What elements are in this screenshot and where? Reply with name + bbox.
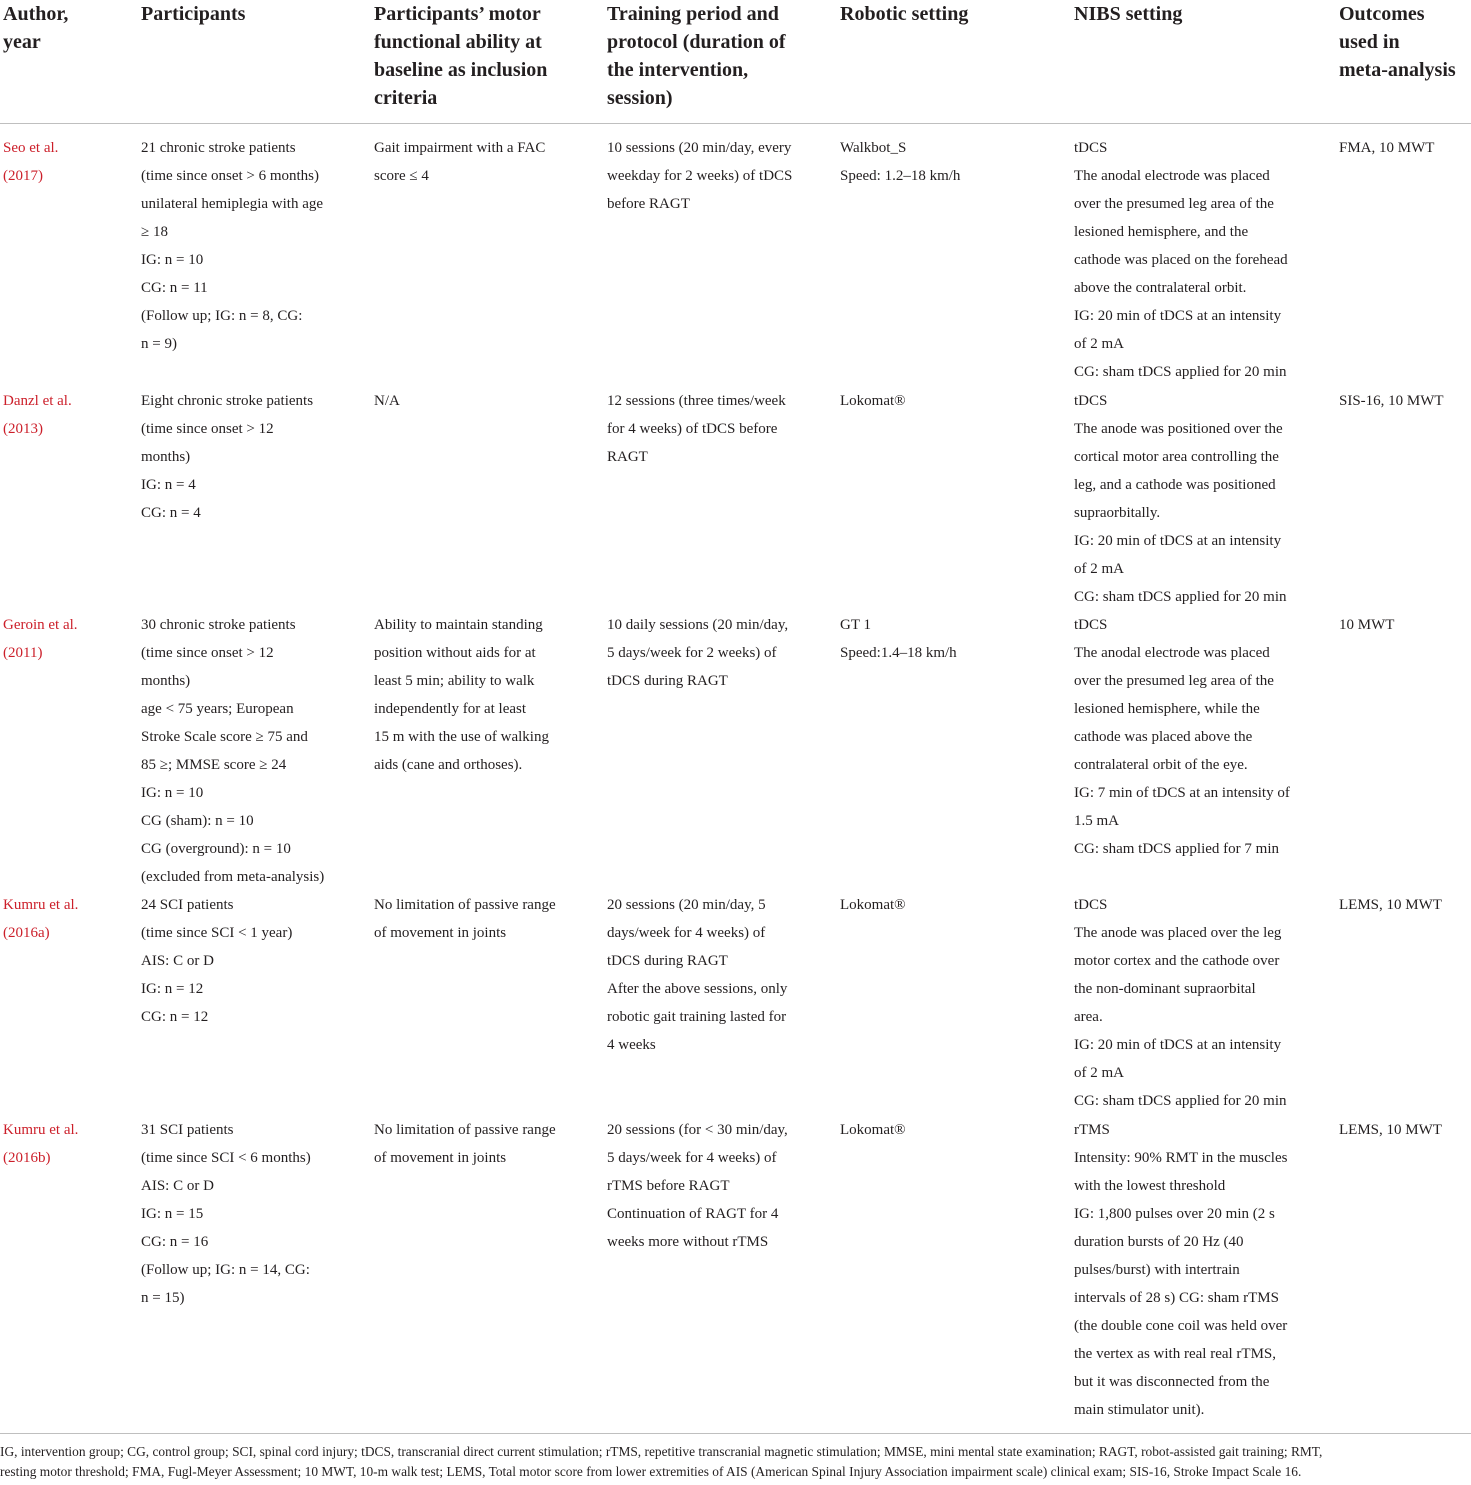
cell-line: independently for at least [374, 701, 527, 717]
cell-line: Intensity: 90% RMT in the muscles [1074, 1150, 1288, 1166]
cell-line: Stroke Scale score ≥ 75 and [141, 729, 308, 745]
cell-line: of 2 mA [1074, 561, 1124, 577]
cell-line: FMA, 10 MWT [1339, 140, 1435, 156]
cell-line: age < 75 years; European [141, 701, 294, 717]
training-cell [607, 1116, 788, 1256]
cell-line: Eight chronic stroke patients [141, 393, 314, 409]
cell-line: (time since SCI < 1 year) [141, 925, 293, 941]
ability-cell [374, 134, 545, 190]
cell-line: IG: n = 4 [141, 477, 196, 493]
cell-line: LEMS, 10 MWT [1339, 1122, 1442, 1138]
outcomes-cell [1339, 387, 1444, 415]
table-header [0, 0, 1471, 124]
header-line: Training period and [607, 3, 779, 25]
cell-line: SIS-16, 10 MWT [1339, 393, 1444, 409]
cell-line: n = 15) [141, 1290, 185, 1306]
cell-line: tDCS [1074, 393, 1108, 409]
robotic-cell [840, 1116, 906, 1144]
cell-line: 21 chronic stroke patients [141, 140, 296, 156]
cell-line: CG: n = 4 [141, 505, 201, 521]
cell-line: cortical motor area controlling the [1074, 449, 1279, 465]
cell-line: 10 MWT [1339, 617, 1395, 633]
cell-line: weeks more without rTMS [607, 1234, 769, 1250]
cell-line: tDCS [1074, 897, 1108, 913]
cell-line: (the double cone coil was held over [1074, 1318, 1288, 1334]
cell-line: N/A [374, 393, 400, 409]
cell-line: intervals of 28 s) CG: sham rTMS [1074, 1290, 1279, 1306]
citation-link[interactable]: (2011) [3, 645, 43, 661]
cell-line: After the above sessions, only [607, 981, 788, 997]
cell-line: RAGT [607, 449, 648, 465]
cell-line: 24 SCI patients [141, 897, 234, 913]
cell-line: supraorbitally. [1074, 505, 1161, 521]
author-cell[interactable] [3, 134, 58, 190]
participants-cell [141, 611, 324, 891]
cell-line: AIS: C or D [141, 953, 214, 969]
cell-line: 5 days/week for 4 weeks) of [607, 1150, 777, 1166]
cell-line: Continuation of RAGT for 4 [607, 1206, 779, 1222]
cell-line: position without aids for at [374, 645, 536, 661]
cell-line: ≥ 18 [141, 224, 168, 240]
cell-line: tDCS [1074, 140, 1108, 156]
header-line: criteria [374, 87, 438, 109]
nibs-cell [1074, 134, 1288, 386]
cell-line: (Follow up; IG: n = 8, CG: [141, 308, 303, 324]
cell-line: (Follow up; IG: n = 14, CG: [141, 1262, 310, 1278]
cell-line: 10 sessions (20 min/day, every [607, 140, 792, 156]
citation-link[interactable]: (2016b) [3, 1150, 51, 1166]
cell-line: of 2 mA [1074, 1065, 1124, 1081]
cell-line: aids (cane and orthoses). [374, 757, 523, 773]
cell-line: LEMS, 10 MWT [1339, 897, 1442, 913]
cell-line: GT 1 [840, 617, 871, 633]
header-line: protocol (duration of [607, 31, 786, 53]
header-training-protocol [607, 0, 786, 112]
citation-link[interactable]: Kumru et al. [3, 1122, 79, 1138]
participants-cell [141, 134, 323, 358]
cell-line: IG: 20 min of tDCS at an intensity [1074, 1037, 1282, 1053]
cell-line: IG: 1,800 pulses over 20 min (2 s [1074, 1206, 1275, 1222]
cell-line: IG: n = 12 [141, 981, 204, 997]
participants-cell [141, 1116, 311, 1312]
header-line: used in [1339, 31, 1400, 53]
robotic-cell [840, 611, 957, 667]
footnote-line: resting motor threshold; FMA, Fugl-Meyer Assessment; 10 MWT, 10-m walk test; LEMS, Total motor score from lower extremities of AIS (American Spinal Injury Association impairment scale) clinical exam; SIS-16, Stroke Impact Scale 16. [0, 1464, 1302, 1479]
participants-cell [141, 387, 313, 527]
nibs-cell [1074, 611, 1290, 863]
cell-line: days/week for 4 weeks) of [607, 925, 766, 941]
cell-line: Walkbot_S [840, 140, 907, 156]
cell-line: IG: n = 15 [141, 1206, 204, 1222]
cell-line: (time since onset > 12 [141, 421, 274, 437]
cell-line: above the contralateral orbit. [1074, 280, 1247, 296]
robotic-cell [840, 134, 960, 190]
cell-line: rTMS before RAGT [607, 1178, 730, 1194]
cell-line: leg, and a cathode was positioned [1074, 477, 1276, 493]
cell-line: No limitation of passive range [374, 897, 556, 913]
header-robotic-setting [840, 0, 968, 28]
header-line: functional ability at [374, 31, 542, 53]
ability-cell [374, 387, 400, 415]
author-cell[interactable] [3, 611, 78, 667]
cell-line: for 4 weeks) of tDCS before [607, 421, 778, 437]
cell-line: CG: n = 16 [141, 1234, 209, 1250]
citation-link[interactable]: Geroin et al. [3, 617, 78, 633]
cell-line: tDCS during RAGT [607, 673, 728, 689]
cell-line: Ability to maintain standing [374, 617, 543, 633]
header-line: Participants [141, 3, 246, 25]
cell-line: No limitation of passive range [374, 1122, 556, 1138]
cell-line: pulses/burst) with intertrain [1074, 1262, 1240, 1278]
cell-line: months) [141, 673, 191, 689]
training-cell [607, 387, 786, 471]
cell-line: but it was disconnected from the [1074, 1374, 1270, 1390]
cell-line: AIS: C or D [141, 1178, 214, 1194]
cell-line: 4 weeks [607, 1037, 656, 1053]
cell-line: over the presumed leg area of the [1074, 196, 1274, 212]
outcomes-cell [1339, 134, 1434, 162]
header-author-year [3, 0, 68, 56]
cell-line: motor cortex and the cathode over [1074, 953, 1280, 969]
cell-line: 5 days/week for 2 weeks) of [607, 645, 777, 661]
cell-line: Lokomat® [840, 1122, 906, 1138]
citation-link[interactable]: (2017) [3, 168, 43, 184]
ability-cell [374, 1116, 556, 1172]
cell-line: 10 daily sessions (20 min/day, [607, 617, 789, 633]
cell-line: cathode was placed on the forehead [1074, 252, 1288, 268]
outcomes-cell [1339, 611, 1394, 639]
cell-line: main stimulator unit). [1074, 1402, 1205, 1418]
cell-line: n = 9) [141, 336, 177, 352]
header-line: year [3, 31, 41, 53]
cell-line: IG: 7 min of tDCS at an intensity of [1074, 785, 1290, 801]
participants-cell [141, 891, 292, 1031]
training-cell [607, 134, 792, 218]
cell-line: area. [1074, 1009, 1103, 1025]
cell-line: Speed:1.4–18 km/h [840, 645, 957, 661]
table-bottom-rule [0, 1433, 1471, 1434]
citation-link[interactable]: Seo et al. [3, 140, 59, 156]
cell-line: 20 sessions (for < 30 min/day, [607, 1122, 788, 1138]
cell-line: IG: 20 min of tDCS at an intensity [1074, 308, 1282, 324]
cell-line: IG: 20 min of tDCS at an intensity [1074, 533, 1282, 549]
header-participants [141, 0, 245, 28]
cell-line: weekday for 2 weeks) of tDCS [607, 168, 793, 184]
cell-line: CG: sham tDCS applied for 20 min [1074, 1093, 1287, 1109]
cell-line: cathode was placed above the [1074, 729, 1253, 745]
header-line: Outcomes [1339, 3, 1425, 25]
nibs-cell [1074, 891, 1287, 1115]
cell-line: 1.5 mA [1074, 813, 1119, 829]
cell-line: Gait impairment with a FAC [374, 140, 546, 156]
robotic-cell [840, 891, 906, 919]
cell-line: The anode was positioned over the [1074, 421, 1283, 437]
ability-cell [374, 611, 549, 779]
header-divider [0, 123, 1471, 124]
footnote-line: IG, intervention group; CG, control group; SCI, spinal cord injury; tDCS, transcranial direct current stimulation; rTMS, repetitive transcranial magnetic stimulation; MMSE, mini mental state examination; RAGT, robot-assisted gait training; RMT, [0, 1444, 1323, 1459]
nibs-cell [1074, 387, 1287, 611]
citation-link[interactable]: Kumru et al. [3, 897, 79, 913]
cell-line: (time since SCI < 6 months) [141, 1150, 311, 1166]
cell-line: rTMS [1074, 1122, 1110, 1138]
cell-line: score ≤ 4 [374, 168, 429, 184]
training-cell [607, 891, 787, 1059]
cell-line: 20 sessions (20 min/day, 5 [607, 897, 766, 913]
cell-line: IG: n = 10 [141, 252, 204, 268]
cell-line: with the lowest threshold [1074, 1178, 1226, 1194]
cell-line: CG (sham): n = 10 [141, 813, 254, 829]
cell-line: (time since onset > 6 months) [141, 168, 320, 184]
cell-line: tDCS [1074, 617, 1108, 633]
cell-line: robotic gait training lasted for [607, 1009, 787, 1025]
cell-line: least 5 min; ability to walk [374, 673, 535, 689]
header-line: NIBS setting [1074, 3, 1183, 25]
cell-line: CG: n = 12 [141, 1009, 209, 1025]
table-footnote [0, 1442, 1471, 1482]
header-line: the intervention, [607, 59, 749, 81]
outcomes-cell [1339, 891, 1442, 919]
header-motor-ability [374, 0, 547, 112]
cell-line: of movement in joints [374, 925, 507, 941]
cell-line: months) [141, 449, 191, 465]
cell-line: duration bursts of 20 Hz (40 [1074, 1234, 1244, 1250]
cell-line: The anodal electrode was placed [1074, 168, 1270, 184]
header-line: session) [607, 87, 673, 109]
cell-line: The anodal electrode was placed [1074, 645, 1270, 661]
cell-line: the non-dominant supraorbital [1074, 981, 1256, 997]
cell-line: CG: sham tDCS applied for 20 min [1074, 589, 1287, 605]
header-outcomes [1339, 0, 1456, 84]
cell-line: 31 SCI patients [141, 1122, 234, 1138]
cell-line: the vertex as with real real rTMS, [1074, 1346, 1277, 1362]
cell-line: CG (overground): n = 10 [141, 841, 291, 857]
cell-line: CG: n = 11 [141, 280, 208, 296]
header-line: Robotic setting [840, 3, 969, 25]
cell-line: before RAGT [607, 196, 690, 212]
cell-line: of movement in joints [374, 1150, 507, 1166]
cell-line: Speed: 1.2–18 km/h [840, 168, 961, 184]
author-cell[interactable] [3, 1116, 78, 1172]
header-nibs-setting [1074, 0, 1182, 28]
cell-line: 15 m with the use of walking [374, 729, 549, 745]
citation-link[interactable]: (2013) [3, 421, 43, 437]
author-cell[interactable] [3, 387, 72, 443]
cell-line: CG: sham tDCS applied for 7 min [1074, 841, 1279, 857]
cell-line: The anode was placed over the leg [1074, 925, 1282, 941]
outcomes-cell [1339, 1116, 1442, 1144]
citation-link[interactable]: Danzl et al. [3, 393, 72, 409]
cell-line: over the presumed leg area of the [1074, 673, 1274, 689]
cell-line: IG: n = 10 [141, 785, 204, 801]
cell-line: 12 sessions (three times/week [607, 393, 786, 409]
training-cell [607, 611, 788, 695]
cell-line: 85 ≥; MMSE score ≥ 24 [141, 757, 287, 773]
cell-line: contralateral orbit of the eye. [1074, 757, 1248, 773]
ability-cell [374, 891, 556, 947]
cell-line: 30 chronic stroke patients [141, 617, 296, 633]
nibs-cell [1074, 1116, 1287, 1424]
cell-line: of 2 mA [1074, 336, 1124, 352]
header-line: baseline as inclusion [374, 59, 548, 81]
cell-line: lesioned hemisphere, while the [1074, 701, 1260, 717]
cell-line: CG: sham tDCS applied for 20 min [1074, 364, 1287, 380]
cell-line: (time since onset > 12 [141, 645, 274, 661]
header-line: Participants’ motor [374, 3, 541, 25]
cell-line: tDCS during RAGT [607, 953, 728, 969]
cell-line: (excluded from meta-analysis) [141, 869, 325, 885]
cell-line: Lokomat® [840, 897, 906, 913]
header-line: meta-analysis [1339, 59, 1456, 81]
cell-line: lesioned hemisphere, and the [1074, 224, 1249, 240]
header-line: Author, [3, 3, 69, 25]
cell-line: unilateral hemiplegia with age [141, 196, 324, 212]
author-cell[interactable] [3, 891, 78, 947]
cell-line: Lokomat® [840, 393, 906, 409]
robotic-cell [840, 387, 906, 415]
citation-link[interactable]: (2016a) [3, 925, 50, 941]
